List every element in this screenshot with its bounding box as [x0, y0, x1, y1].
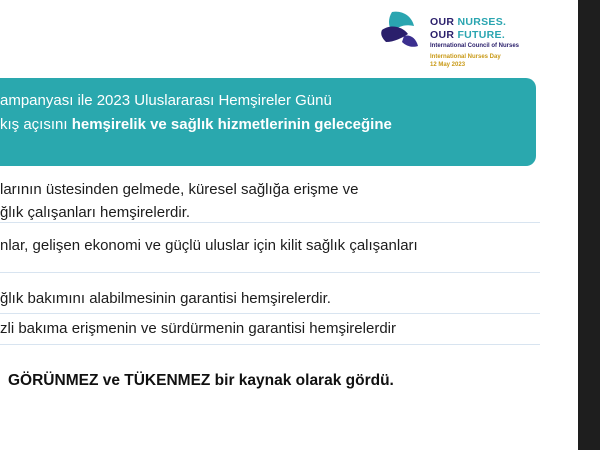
banner-text-line2: kış açısını hemşirelik ve sağlık hizmetlerinin geleceğine: [0, 116, 392, 133]
banner-text-line1: ampanyası ile 2023 Uluslararası Hemşireler Günü: [0, 92, 332, 109]
divider: [0, 272, 540, 273]
bullet-text-line: ğlık bakımını alabilmesinin garantisi hemşirelerdir.: [0, 290, 331, 307]
bullet-text-line: ğlık çalışanları hemşirelerdir.: [0, 204, 191, 221]
logo-event: International Nurses Day: [430, 54, 501, 60]
divider: [0, 222, 540, 223]
window-edge: [578, 0, 600, 450]
closing-statement: GÖRÜNMEZ ve TÜKENMEZ bir kaynak olarak gördü.: [8, 372, 394, 389]
logo-date: 12 May 2023: [430, 62, 466, 68]
icn-logo-mark-icon: [378, 8, 424, 52]
bullet-text-line: nlar, gelişen ekonomi ve güçlü uluslar için kilit sağlık çalışanları: [0, 237, 418, 254]
icn-logo: [378, 8, 578, 80]
bullet-text-line: zli bakıma erişmenin ve sürdürmenin garantisi hemşirelerdir: [0, 320, 396, 337]
bullet-text-line: larının üstesinden gelmede, küresel sağlığa erişme ve: [0, 181, 359, 198]
logo-organization: International Council of Nurses: [430, 43, 520, 49]
divider: [0, 344, 540, 345]
divider: [0, 313, 540, 314]
logo-title-line1: OUR NURSES.: [430, 16, 507, 28]
logo-title-line2: OUR FUTURE.: [430, 29, 506, 41]
